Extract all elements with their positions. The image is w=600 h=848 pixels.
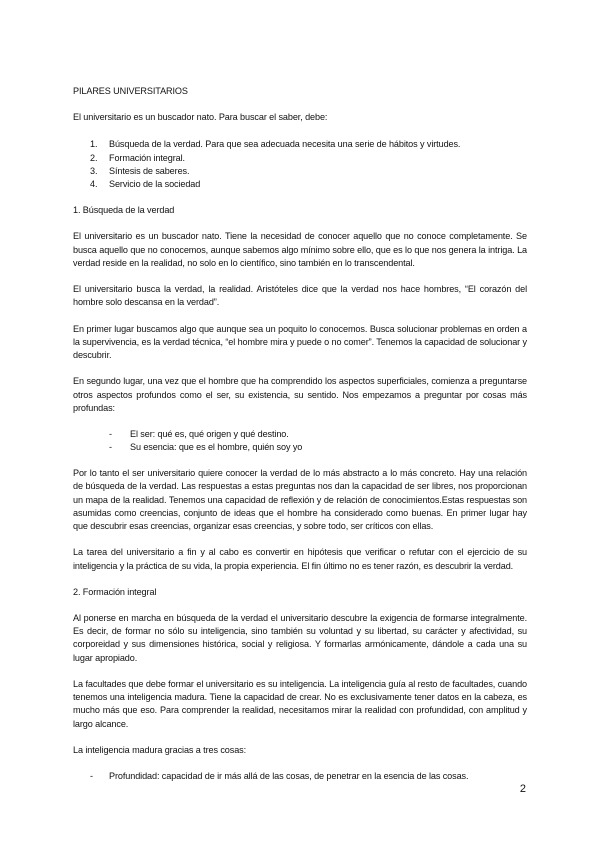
paragraph: En primer lugar buscamos algo que aunque sea un poquito lo conocemos. Busca solucionar problemas en orden a la supervivencia, es la verdad técnica, “el hombre mira y puede o no comer”. Tenemos la capacidad de solucionar y descubrir.: [73, 323, 527, 361]
list-item: [73, 165, 527, 178]
list-item-text: Síntesis de saberes.: [109, 165, 190, 176]
list-number: 4.: [90, 179, 98, 190]
maturity-list: [73, 770, 527, 783]
list-item-text: El ser: qué es, qué origen y qué destino.: [130, 428, 289, 439]
paragraph: La tarea del universitario a fin y al cabo es convertir en hipótesis que verificar o refutar con el ejercicio de su inteligencia y la práctica de su vida, la propia experiencia. El fin último no es tener razón, es descubrir la verdad.: [73, 547, 527, 571]
document-body: [73, 85, 527, 783]
list-number: 3.: [90, 165, 98, 176]
list-item-text: Servicio de la sociedad: [109, 179, 201, 190]
paragraph: La inteligencia madura gracias a tres cosas:: [73, 744, 247, 755]
list-item-text: Formación integral.: [109, 152, 185, 163]
section-heading-1: 1. Búsqueda de la verdad: [73, 205, 175, 216]
questions-list: [73, 428, 527, 455]
list-number: 1.: [90, 139, 98, 150]
list-item-text: Búsqueda de la verdad. Para que sea adecuada necesita una serie de hábitos y virtudes.: [109, 139, 461, 150]
list-item: [73, 441, 527, 454]
list-number: 2.: [90, 152, 98, 163]
dash-marker: -: [109, 442, 112, 453]
dash-marker: -: [90, 770, 93, 781]
paragraph: La facultades que debe formar el universitario es su inteligencia. La inteligencia guía al resto de facultades, cuando tenemos una inteligencia madura. Tiene la capacidad de crear. No es exclusivamente tener datos en la cabeza, es mucho más que eso. Para comprender la realidad, necesitamos mirar la realidad con profundidad, con amplitud y largo alcance.: [73, 678, 527, 729]
pillars-list: [73, 138, 527, 191]
list-item: [73, 178, 527, 191]
list-item-text: Su esencia: que es el hombre, quién soy yo: [130, 442, 303, 453]
list-item: [73, 770, 527, 783]
intro-paragraph: El universitario es un buscador nato. Para buscar el saber, debe:: [73, 112, 328, 123]
page-number: 2: [519, 783, 526, 795]
list-item: [73, 428, 527, 441]
paragraph: Por lo tanto el ser universitario quiere conocer la verdad de lo más abstracto a lo más concreto. Hay una relación de búsqueda de la verdad. Las respuestas a estas preguntas nos dan la capacidad de ser libres, nos proporcionan un mapa de la realidad. Tenemos una capacidad de reflexión y de relación de conocimientos.Estas respuestas son asumidas como creencias, conjunto de ideas que el hombre ha considerado como buenas. En primer lugar hay que descubrir esas creencias, organizar esas creencias, y sobre todo, ser críticos con ellas.: [73, 468, 527, 532]
paragraph: El universitario es un buscador nato. Tiene la necesidad de conocer aquello que no conoce completamente. Se busca aquello que no conocemos, aunque sabemos algo mínimo sobre ello, que es lo que nos genera la intriga. La verdad reside en la realidad, no solo en lo científico, sino también en lo transcendental.: [73, 231, 527, 269]
list-item-text: Profundidad: capacidad de ir más allá de las cosas, de penetrar en la esencia de las cosas.: [109, 770, 469, 781]
list-item: [73, 138, 527, 151]
paragraph: En segundo lugar, una vez que el hombre que ha comprendido los aspectos superficiales, comienza a preguntarse otros aspectos profundos como el ser, su existencia, su sentido. Nos empezamos a preguntar por cosas más profundas:: [73, 376, 527, 413]
dash-marker: -: [109, 428, 112, 439]
document-title: PILARES UNIVERSITARIOS: [73, 86, 188, 96]
paragraph: Al ponerse en marcha en búsqueda de la verdad el universitario descubre la exigencia de formarse integralmente. Es decir, de formar no sólo su inteligencia, sino también su voluntad y su libertad, su carácter y afectividad, su corporeidad y sus dimensiones histórica, social y religiosa. Y formarlas armónicamente, dándole a cada una su lugar apropiado.: [73, 612, 527, 663]
list-item: [73, 152, 527, 165]
section-heading-2: 2. Formación integral: [73, 586, 157, 597]
paragraph: El universitario busca la verdad, la realidad. Aristóteles dice que la verdad nos hace hombres, “El corazón del hombre solo descansa en la verdad”.: [73, 284, 527, 308]
